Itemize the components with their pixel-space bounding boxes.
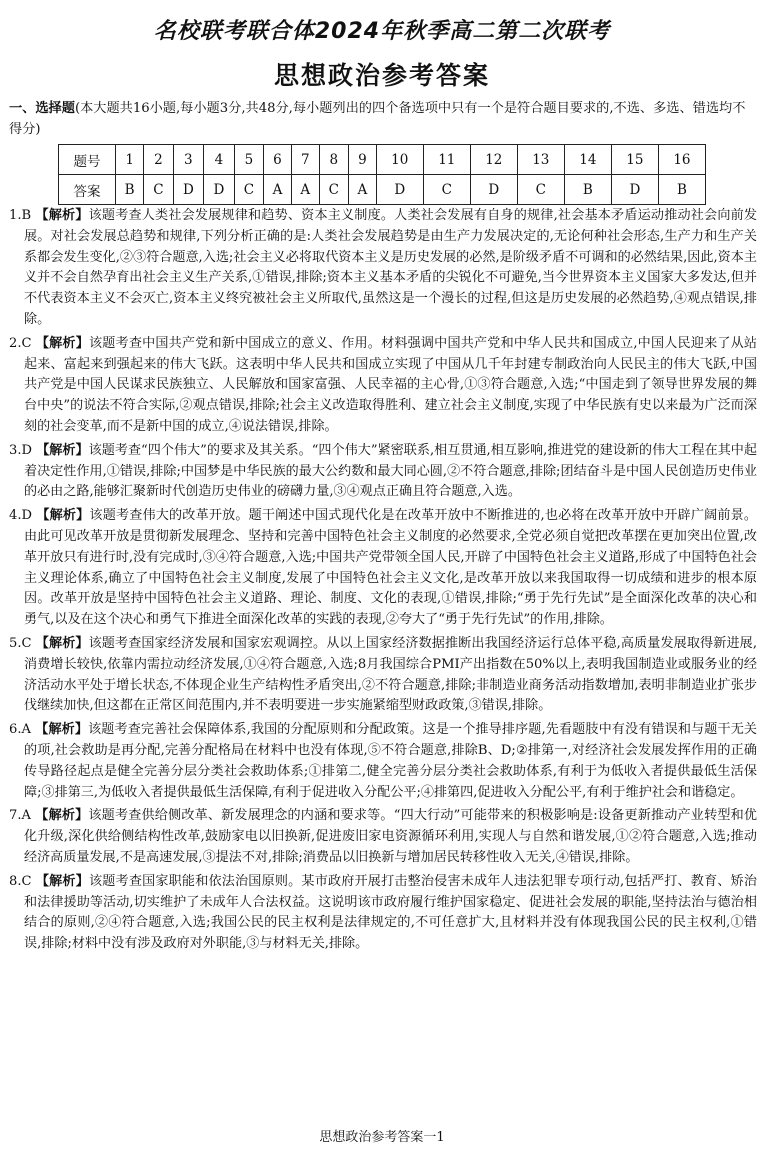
item-number: 8.C [9,873,32,889]
analysis-tag: 【解析】 [35,635,89,651]
explanation-list [9,206,757,958]
document-title: 思想政治参考答案 [273,61,490,90]
item-text: 该题考查完善社会保障体系,我国的分配原则和分配政策。这是一个推导排序题,先看题肢中有没有错误和与题干无关的项,社会救助是再分配,完善分配格局在材料中也没有体现,⑤不符合题意,排除B、D;②排第一,对经济社会发展发挥作用的正确传导路径起点是健全完善分层分类社会救助体系;①排第二,健全完善分层分类社会救助体系,有利于为低收入者提供最低生活保障;③排第三,为低收入者提供最低生活保障,有利于促进收入分配公平;④排第四,促进收入分配公平,有利于维护社会和谐稳定。 [24,722,757,800]
question-number-cell: 13 [517,145,564,175]
analysis-tag: 【解析】 [35,722,89,738]
question-number-cell: 16 [658,145,705,175]
answer-cell: D [611,175,658,205]
explanation-item [9,334,757,438]
question-number-cell: 14 [564,145,611,175]
exam-header-title: 名校联考联合体2024年秋季高二第二次联考 [153,19,611,44]
question-number-cell: 9 [348,145,376,175]
item-text: 该题考查国家职能和依法治国原则。某市政府开展打击整治侵害未成年人违法犯罪专项行动,包括严打、教育、矫治和法律援助等活动,切实维护了未成年人合法权益。这说明该市政府履行维护国家稳定、促进社会发展的职能,坚持法治与德治相结合的原则,②④符合题意,入选;我国公民的民主权利是法律规定的,不可任意扩大,且材料并没有体现我国公民的民主权利,①错误,排除;材料中没有涉及政府对外职能,③与材料无关,排除。 [24,873,757,952]
analysis-tag: 【解析】 [35,208,89,223]
explanation-item [9,806,757,868]
question-number-cell: 1 [116,145,144,175]
question-number-cell: 11 [423,145,470,175]
page-footer: 思想政治参考答案一1 [319,1130,445,1145]
answer-table-row-numbers [59,145,706,175]
item-text: 该题考查供给侧改革、新发展理念的内涵和要求等。“四大行动”可能带来的积极影响是:设备更新推动产业转型和优化升级,深化供给侧结构性改革,鼓励家电以旧换新,促进废旧家电资源循环利用,实现人与自然和谐发展,①②符合题意,入选;推动经济高质量发展,不是高速发展,③提法不对,排除;消费品以旧换新与增加居民转移性收入无关,④错误,排除。 [24,808,757,865]
item-number: 5.C [9,635,32,651]
answer-cell: D [173,175,204,205]
answer-table-row-answers [59,175,706,205]
analysis-tag: 【解析】 [36,508,90,524]
question-number-cell: 2 [144,145,173,175]
answer-cell: B [564,175,611,205]
answer-cell: C [423,175,470,205]
question-number-cell: 6 [264,145,292,175]
explanation-item [9,506,757,631]
answer-cell: B [658,175,705,205]
explanation-item [9,206,757,331]
item-text: 该题考查中国共产党和新中国成立的意义、作用。材料强调中国共产党和中华人民共和国成立,中国人民迎来了从站起来、富起来到强起来的伟大飞跃。这表明中华人民共和国成立实现了中国从几千年封建专制政治向人民民主的伟大飞跃,中国共产党是中国人民谋求民族独立、人民解放和国家富强、人民幸福的主心骨,①③符合题意,入选;“中国走到了领导世界发展的舞台中央”的说法不符合实际,②观点错误,排除;社会主义改造取得胜利、建立社会主义制度,实现了中华民族有史以来最为广泛而深刻的社会变革,而不是新中国的成立,④说法错误,排除。 [24,335,757,434]
item-number: 2.C [9,335,32,351]
answer-cell: A [348,175,376,205]
question-number-cell: 4 [204,145,235,175]
answer-cell: C [234,175,263,205]
item-text: 该题考查“四个伟大”的要求及其关系。“四个伟大”紧密联系,相互贯通,相互影响,推进党的建设新的伟大工程在其中起着决定性作用,①错误,排除;中国梦是中华民族的最大公约数和最大同心圆,②不符合题意,排除;团结奋斗是中国人民创造历史伟业的必由之路,能够汇聚新时代创造历史伟业的磅礴力量,③④观点正确且符合题意,入选。 [24,442,757,500]
answer-cell: D [376,175,423,205]
analysis-tag: 【解析】 [36,442,89,458]
answer-cell: C [517,175,564,205]
analysis-tag: 【解析】 [35,808,89,824]
answer-cell: B [116,175,144,205]
answer-cell: A [264,175,292,205]
explanation-item [9,634,757,717]
item-number: 7.A [9,808,31,824]
question-number-cell: 10 [376,145,423,175]
explanation-item [9,720,757,803]
row-label-answer: 答案 [59,175,116,205]
answer-table [58,144,706,205]
answer-cell: D [470,175,517,205]
explanation-item [9,441,757,503]
item-text: 该题考查人类社会发展规律和趋势、资本主义制度。人类社会发展有自身的规律,社会基本矛盾运动推动社会向前发展。对社会发展总趋势和规律,下列分析正确的是:人类社会发展趋势是由生产力发展决定的,无论何种社会形态,生产力和生产关系都会发生变化,②③符合题意,入选;社会主义必将取代资本主义是历史发展的必然,是阶级矛盾不可调和的必然结果,因此,资本主义并不会自然孕育出社会主义生产关系,①错误,排除;资本主义基本矛盾的尖锐化不可避免,当今世界资本主义国家大多发达,但并不代表资本主义不会灭亡,资本主义终究被社会主义所取代,虽然这是一个漫长的过程,但这是历史发展的必然趋势,④观点错误,排除。 [24,208,757,327]
item-number: 3.D [9,442,32,458]
question-number-cell: 3 [173,145,204,175]
item-number: 4.D [9,508,32,524]
item-text: 该题考查国家经济发展和国家宏观调控。从以上国家经济数据推断出我国经济运行总体平稳,高质量发展取得新进展,消费增长较快,依靠内需拉动经济发展,①④符合题意,入选;8月我国综合PMI产出指数在50%以上,表明我国制造业或服务业的经济活动水平处于增长状态,不体现企业生产结构性矛盾突出,②不符合题意,排除;非制造业商务活动指数增加,表明非制造业扩张步伐继续加快,但这都在正常区间范围内,并不表明要进一步实施紧缩型财政政策,③错误,排除。 [24,635,758,714]
section-instructions: (本大题共16小题,每小题3分,共48分,每小题列出的四个备选项中只有一个是符合题目要求的,不选、多选、错选均不得分) [9,101,746,137]
answer-cell: C [319,175,348,205]
section-heading: 一、选择题 [9,101,75,116]
question-number-cell: 8 [319,145,348,175]
answer-cell: A [291,175,319,205]
analysis-tag: 【解析】 [35,335,89,351]
question-number-cell: 15 [611,145,658,175]
section-heading-block [9,98,757,140]
question-number-cell: 5 [234,145,263,175]
item-number: 6.A [9,722,31,738]
answer-cell: D [204,175,235,205]
answer-cell: C [144,175,173,205]
question-number-cell: 12 [470,145,517,175]
row-label-question-number: 题号 [59,145,116,175]
question-number-cell: 7 [291,145,319,175]
item-number: 1.B [9,208,32,223]
item-text: 该题考查伟大的改革开放。题干阐述中国式现代化是在改革开放中不断推进的,也必将在改革开放中开辟广阔前景。由此可见改革开放是贯彻新发展理念、坚持和完善中国特色社会主义制度的必然要求,全党必须自觉把改革摆在更加突出位置,改革开放只有进行时,没有完成时,③④符合题意,入选;中国共产党带领全国人民,开辟了中国特色社会主义道路,形成了中国特色社会主义理论体系,确立了中国特色社会主义制度,发展了中国特色社会主义文化,是改革开放以来我国取得一切成绩和进步的根本原因。改革开放是坚持中国特色社会主义道路、理论、制度、文化的表现,①错误,排除;“勇于先行先试”是全面深化改革的决心和勇气,以及在这个决心和勇气下推进全面深化改革的实践的表现,②夸大了“勇于先行先试”的作用,排除。 [24,508,757,628]
explanation-item [9,872,757,955]
analysis-tag: 【解析】 [35,873,89,889]
